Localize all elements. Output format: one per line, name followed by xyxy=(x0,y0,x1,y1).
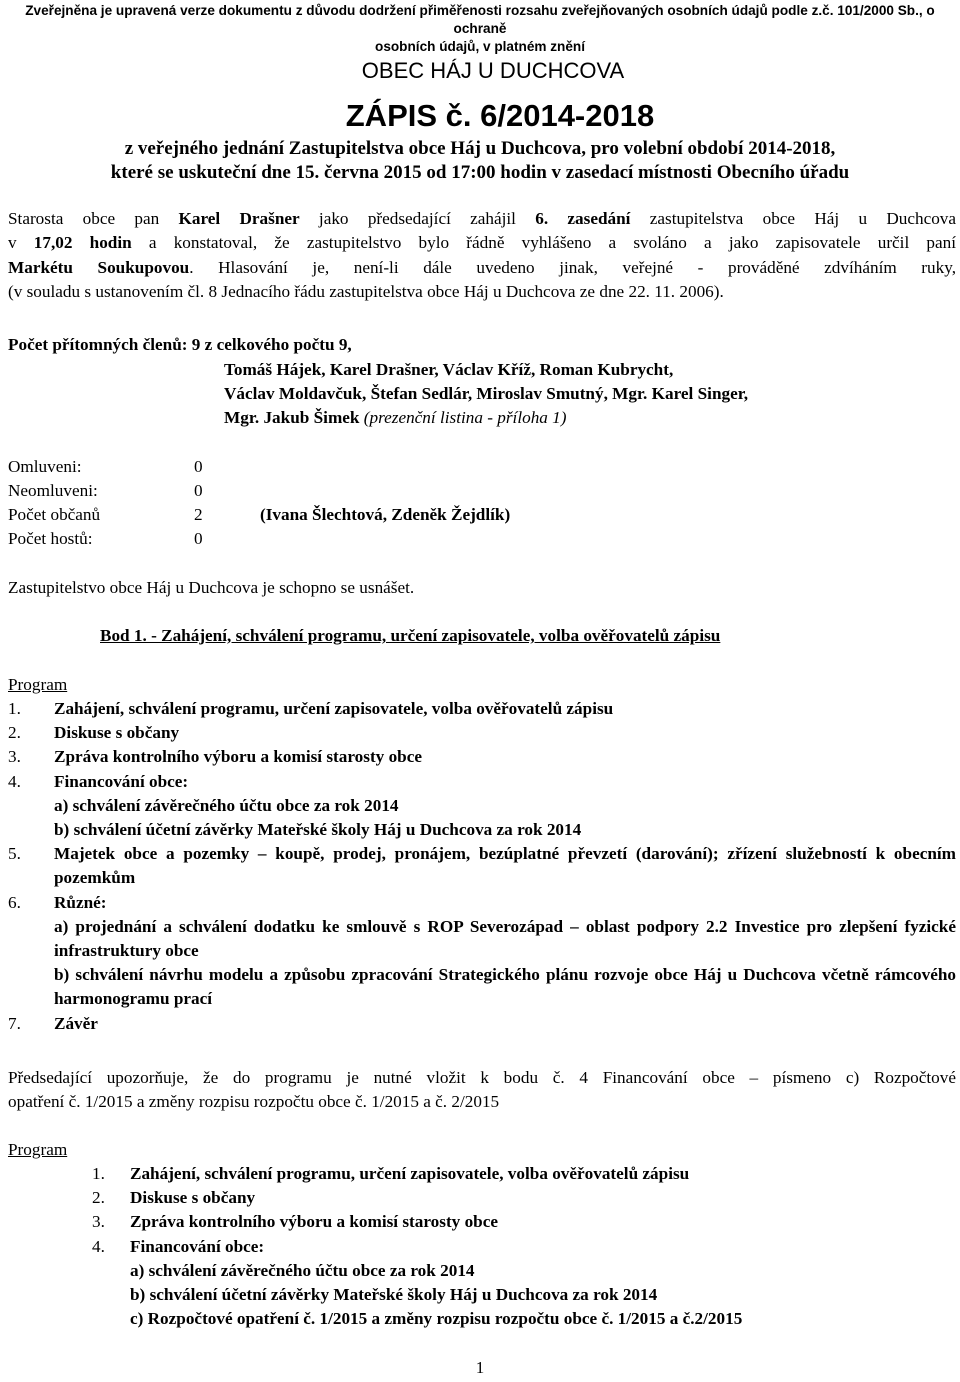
program-item-number xyxy=(8,818,54,842)
privacy-notice-line-1: Zveřejněna je upravená verze dokumentu z důvodu dodržení přiměřenosti rozsahu zveřejňovaných osobních údajů podle z.č. 101/2000 Sb., o ochraně xyxy=(25,3,935,36)
program-item-number: 5. xyxy=(8,844,21,864)
program-item-text: Zpráva kontrolního výboru a komisí starosty obce xyxy=(54,747,422,767)
program-item-text: Závěr xyxy=(54,1013,98,1033)
excused-label: Omluveni: xyxy=(8,457,82,476)
citizens-label: Počet občanů xyxy=(8,505,101,524)
section-heading-bod-1: Bod 1. - Zahájení, schválení programu, určení zapisovatele, volba ověřovatelů zápisu xyxy=(100,626,721,645)
attendance-heading xyxy=(8,333,352,357)
program-item-text: a) projednání a schválení dodatku ke smlouvě s ROP Severozápad – oblast podpory 2.2 Investice pro zlepšení fyzické infrastruktury obce xyxy=(54,916,956,961)
intro-text: a konstatoval, že zastupitelstvo bylo řádně vyhlášeno a svoláno a jako zapisovatele určil paní xyxy=(131,233,956,253)
program-item-text: Zpráva kontrolního výboru a komisí starosty obce xyxy=(130,1212,498,1232)
subtitle-line-1: z veřejného jednání Zastupitelstva obce Háj u Duchcova, pro volební období 2014-2018, xyxy=(124,138,836,159)
program-item-text: a) schválení závěrečného účtu obce za rok 2014 xyxy=(54,795,399,815)
program-item xyxy=(92,1307,952,1331)
program-item-text: Financování obce: xyxy=(130,1236,265,1256)
program-item-text: Diskuse s občany xyxy=(54,723,180,743)
amendment-line-1: Předsedající upozorňuje, že do programu je nutné vložit k bodu č. 4 Financování obce – písmeno c) Rozpočtové xyxy=(8,1068,956,1087)
program-item-number xyxy=(92,1283,130,1307)
program-item xyxy=(8,721,956,745)
program-item xyxy=(92,1283,952,1307)
program-item xyxy=(8,697,956,721)
program-item-text: b) schválení návrhu modelu a způsobu zpracování Strategického plánu rozvoje obce Háj u Duchcova včetně rámcového harmonogramu prací xyxy=(54,965,956,1009)
program-item xyxy=(92,1210,952,1234)
program-item xyxy=(8,818,956,842)
program-item-number xyxy=(8,963,54,1011)
program-item-number xyxy=(8,915,54,963)
program-item-number: 4. xyxy=(92,1236,105,1256)
intro-text: Starosta obce pan xyxy=(8,209,179,228)
program-item-text: b) schválení účetní závěrky Mateřské školy Háj u Duchcova za rok 2014 xyxy=(130,1285,658,1305)
program-item-number: 1. xyxy=(8,699,21,718)
guests-value: 0 xyxy=(194,529,203,548)
program-item-number xyxy=(92,1259,130,1283)
page-number: 1 xyxy=(475,1358,485,1377)
program-item xyxy=(8,891,956,915)
program-item xyxy=(92,1162,952,1186)
program-item xyxy=(8,1012,956,1036)
program-item-number xyxy=(92,1307,130,1331)
document-title: ZÁPIS č. 6/2014-2018 xyxy=(345,98,655,133)
start-time: 17,02 hodin xyxy=(33,233,132,253)
attendance-note: (prezenční listina - příloha 1) xyxy=(359,408,567,427)
privacy-notice xyxy=(0,2,960,56)
program-item xyxy=(92,1235,952,1259)
mayor-name: Karel Drašner xyxy=(178,209,300,228)
program-item-text: a) schválení závěrečného účtu obce za rok 2014 xyxy=(130,1260,475,1280)
recorder-name: Markétu Soukupovou xyxy=(8,257,190,277)
program-item-text: Financování obce: xyxy=(54,771,189,791)
intro-text: jako předsedající zahájil xyxy=(299,209,536,228)
attendance-names-3 xyxy=(224,406,567,430)
attendance-label: Počet přítomných členů: xyxy=(8,335,188,354)
program-item-text: Různé: xyxy=(54,892,107,912)
program-item-number: 4. xyxy=(8,771,21,791)
citizens-value: 2 xyxy=(194,505,203,524)
program-item-number: 2. xyxy=(8,723,21,743)
program-item xyxy=(8,963,956,1011)
program-item xyxy=(8,915,956,963)
intro-text: . Hlasování je, není-li dále uvedeno jinak, veřejné - prováděné zdvíháním ruky, xyxy=(189,257,956,277)
program-heading-revised: Program xyxy=(8,1140,68,1159)
attendance-last-name: Mgr. Jakub Šimek xyxy=(224,408,360,427)
citizens-names: (Ivana Šlechtová, Zdeněk Žejdlík) xyxy=(260,505,511,524)
guests-label: Počet hostů: xyxy=(8,529,93,548)
program-item-number: 3. xyxy=(92,1212,105,1232)
program-item-text: Zahájení, schválení programu, určení zapisovatele, volba ověřovatelů zápisu xyxy=(54,699,614,718)
program-item xyxy=(8,794,956,818)
program-heading: Program xyxy=(8,675,68,694)
program-item-text: b) schválení účetní závěrky Mateřské školy Háj u Duchcova za rok 2014 xyxy=(54,820,582,840)
program-item-number: 6. xyxy=(8,892,21,912)
program-item-number: 2. xyxy=(92,1188,105,1208)
program-item xyxy=(8,770,956,794)
program-item xyxy=(8,745,956,769)
unexcused-value: 0 xyxy=(194,481,203,500)
attendance-names-1: Tomáš Hájek, Karel Drašner, Václav Kříž, Roman Kubrycht, xyxy=(224,360,674,379)
attendance-count: 9 z celkového počtu 9, xyxy=(187,335,352,354)
privacy-notice-line-2: osobních údajů, v platném znění xyxy=(375,39,585,54)
program-item xyxy=(92,1259,952,1283)
subtitle-line-2: které se uskuteční dne 15. června 2015 od 17:00 hodin v zasedací místnosti Obecního úřadu xyxy=(110,162,850,183)
municipality-name: OBEC HÁJ U DUCHCOVA xyxy=(361,58,625,83)
unexcused-label: Neomluveni: xyxy=(8,481,98,500)
session-number: 6. zasedání xyxy=(535,209,631,228)
attendance-names-2: Václav Moldavčuk, Štefan Sedlár, Miroslav Smutný, Mgr. Karel Singer, xyxy=(224,384,749,403)
amendment-paragraph xyxy=(8,1066,956,1115)
program-item xyxy=(8,842,956,890)
program-item-number xyxy=(8,794,54,818)
program-list-revised xyxy=(92,1162,952,1331)
intro-line-1 xyxy=(8,207,956,231)
program-item-number: 7. xyxy=(8,1013,21,1033)
intro-paragraph xyxy=(8,207,956,304)
program-item-text: Majetek obce a pozemky – koupě, prodej, pronájem, bezúplatné převzetí (darování); zřízení služebností k obecním pozemkům xyxy=(54,844,956,888)
intro-line-3 xyxy=(8,256,956,280)
document-subtitle xyxy=(0,137,960,185)
program-item-text: Diskuse s občany xyxy=(130,1188,256,1208)
quorum-statement: Zastupitelstvo obce Háj u Duchcova je schopno se usnášet. xyxy=(8,578,415,597)
intro-line-2 xyxy=(8,231,956,255)
program-list xyxy=(8,697,956,1036)
intro-text: v xyxy=(8,233,34,253)
intro-line-4: (v souladu s ustanovením čl. 8 Jednacího řádu zastupitelstva obce Háj u Duchcova ze dne 22. 11. 2006). xyxy=(8,281,724,301)
program-item-text: Zahájení, schválení programu, určení zapisovatele, volba ověřovatelů zápisu xyxy=(130,1164,690,1183)
program-item-number: 1. xyxy=(92,1164,105,1183)
excused-value: 0 xyxy=(194,457,203,476)
program-item xyxy=(92,1186,952,1210)
program-item-text: c) Rozpočtové opatření č. 1/2015 a změny rozpisu rozpočtu obce č. 1/2015 a č.2/2015 xyxy=(130,1309,743,1329)
intro-text: zastupitelstva obce Háj u Duchcova xyxy=(630,209,957,228)
amendment-line-2: opatření č. 1/2015 a změny rozpisu rozpočtu obce č. 1/2015 a č. 2/2015 xyxy=(8,1092,500,1112)
program-item-number: 3. xyxy=(8,747,21,767)
